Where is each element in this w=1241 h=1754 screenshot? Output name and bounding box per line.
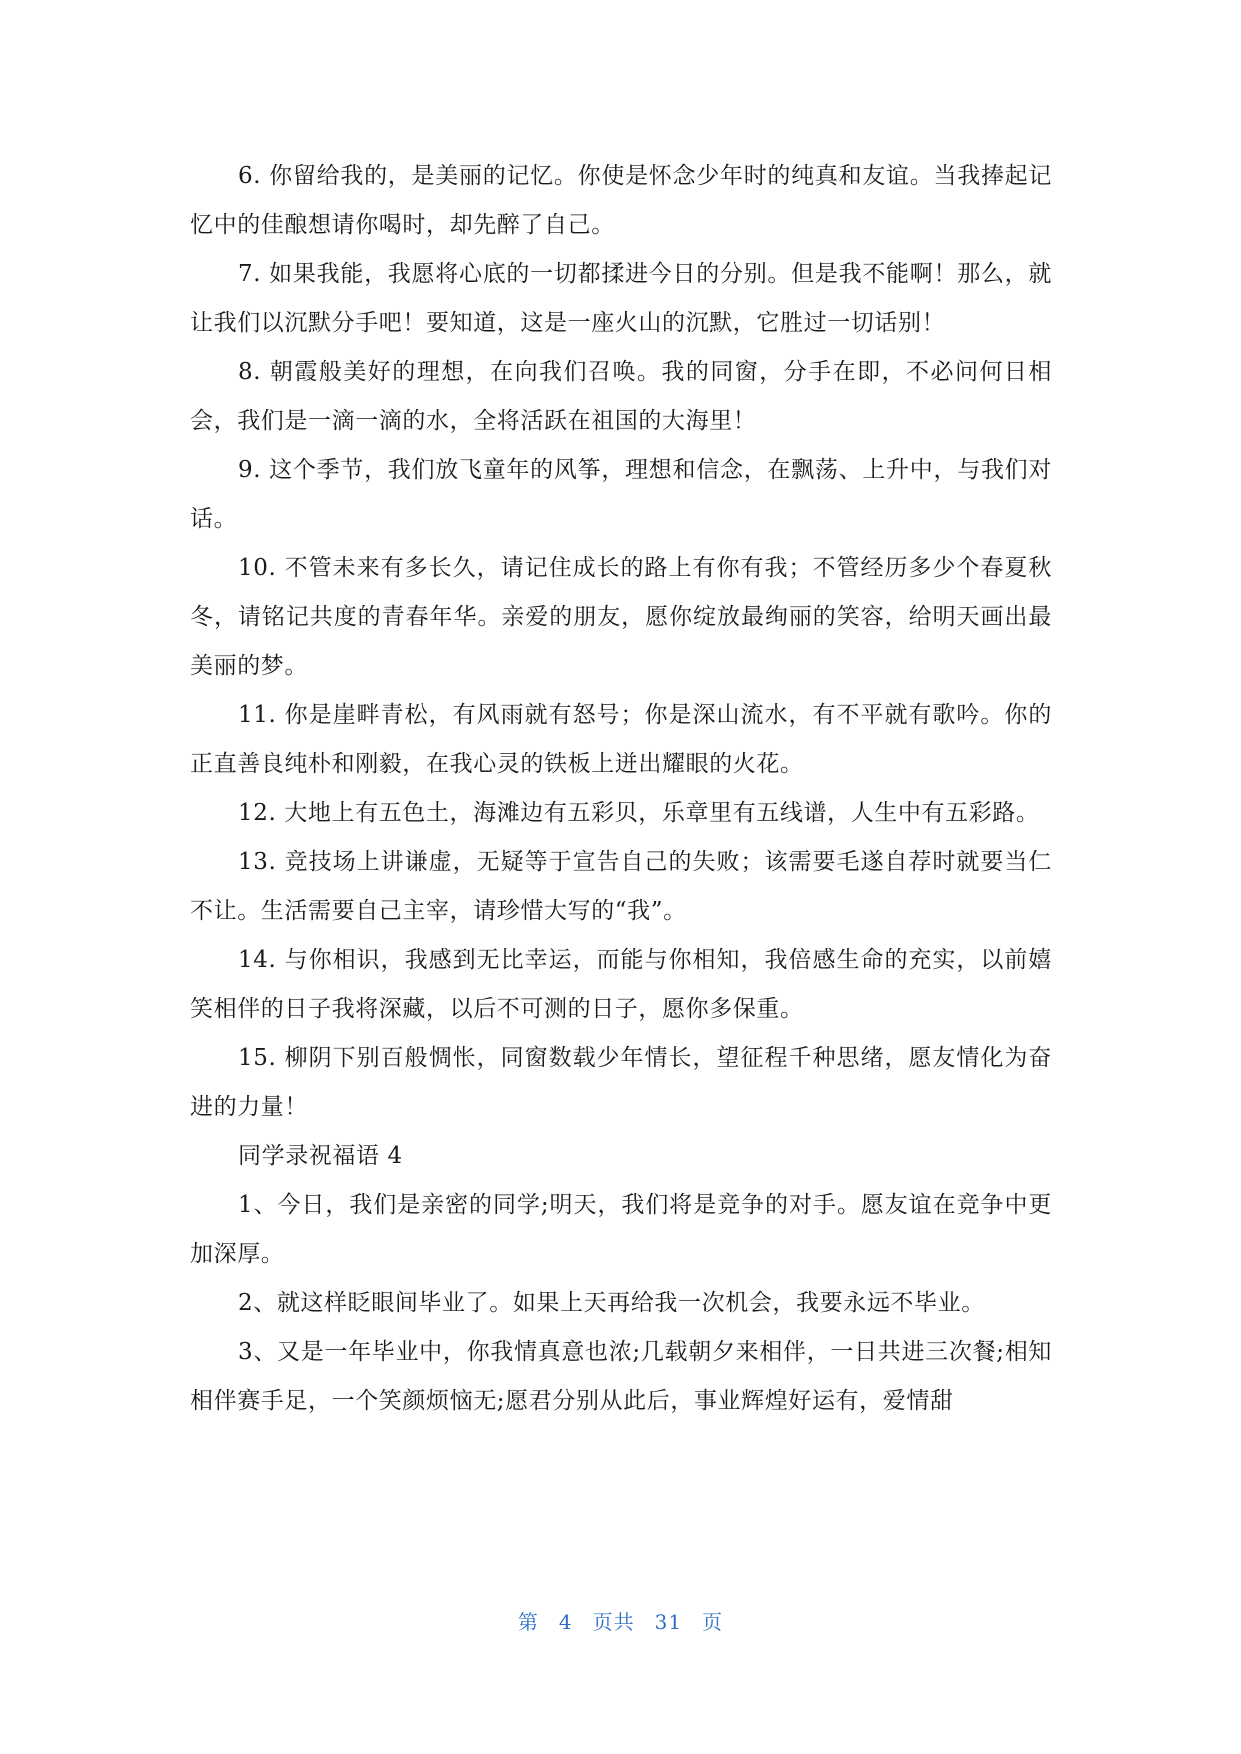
footer-suffix: 页 xyxy=(702,1610,724,1634)
paragraph-item-s4-1: 1、今日，我们是亲密的同学;明天，我们将是竞争的对手。愿友谊在竞争中更加深厚。 xyxy=(190,1192,1052,1267)
section-heading: 同学录祝福语 4 xyxy=(238,1143,403,1169)
paragraph-item-14: 14. 与你相识，我感到无比幸运，而能与你相知，我倍感生命的充实，以前嬉笑相伴的日子我将深藏，以后不可测的日子，愿你多保重。 xyxy=(190,947,1052,1022)
footer-middle: 页共 xyxy=(592,1610,635,1634)
paragraph-item-12: 12. 大地上有五色土，海滩边有五彩贝，乐章里有五线谱，人生中有五彩路。 xyxy=(238,800,1040,826)
paragraph-item-15: 15. 柳阴下别百般惆怅，同窗数载少年情长，望征程千种思绪，愿友情化为奋进的力量！ xyxy=(190,1045,1052,1120)
paragraph-item-9: 9. 这个季节，我们放飞童年的风筝，理想和信念，在飘荡、上升中，与我们对话。 xyxy=(190,457,1052,532)
paragraph-item-11: 11. 你是崖畔青松，有风雨就有怒号；你是深山流水，有不平就有歌吟。你的正直善良纯朴和刚毅，在我心灵的铁板上迸出耀眼的火花。 xyxy=(190,702,1052,777)
paragraph-item-10: 10. 不管未来有多长久，请记住成长的路上有你有我；不管经历多少个春夏秋冬，请铭记共度的青春年华。亲爱的朋友，愿你绽放最绚丽的笑容，给明天画出最美丽的梦。 xyxy=(190,555,1052,679)
footer-total-pages: 31 xyxy=(654,1610,683,1634)
footer-prefix: 第 xyxy=(517,1610,539,1634)
page-footer xyxy=(0,1606,1241,1635)
paragraph-item-8: 8. 朝霞般美好的理想，在向我们召唤。我的同窗，分手在即，不必问何日相会，我们是一滴一滴的水，全将活跃在祖国的大海里！ xyxy=(190,359,1052,434)
paragraph-item-7: 7. 如果我能，我愿将心底的一切都揉进今日的分别。但是我不能啊！那么，就让我们以沉默分手吧！要知道，这是一座火山的沉默，它胜过一切话别！ xyxy=(190,261,1052,336)
document-body xyxy=(190,152,1052,1426)
paragraph-item-6: 6. 你留给我的，是美丽的记忆。你使是怀念少年时的纯真和友谊。当我捧起记忆中的佳酿想请你喝时，却先醉了自己。 xyxy=(190,163,1052,238)
paragraph-item-13: 13. 竞技场上讲谦虚，无疑等于宣告自己的失败；该需要毛遂自荐时就要当仁不让。生活需要自己主宰，请珍惜大写的“我”。 xyxy=(190,849,1052,924)
paragraph-item-s4-3: 3、又是一年毕业中，你我情真意也浓;几载朝夕来相伴，一日共进三次餐;相知相伴赛手足，一个笑颜烦恼无;愿君分别从此后，事业辉煌好运有，爱情甜 xyxy=(190,1339,1052,1414)
paragraph-item-s4-2: 2、就这样眨眼间毕业了。如果上天再给我一次机会，我要永远不毕业。 xyxy=(238,1290,985,1316)
footer-current-page: 4 xyxy=(558,1610,573,1634)
